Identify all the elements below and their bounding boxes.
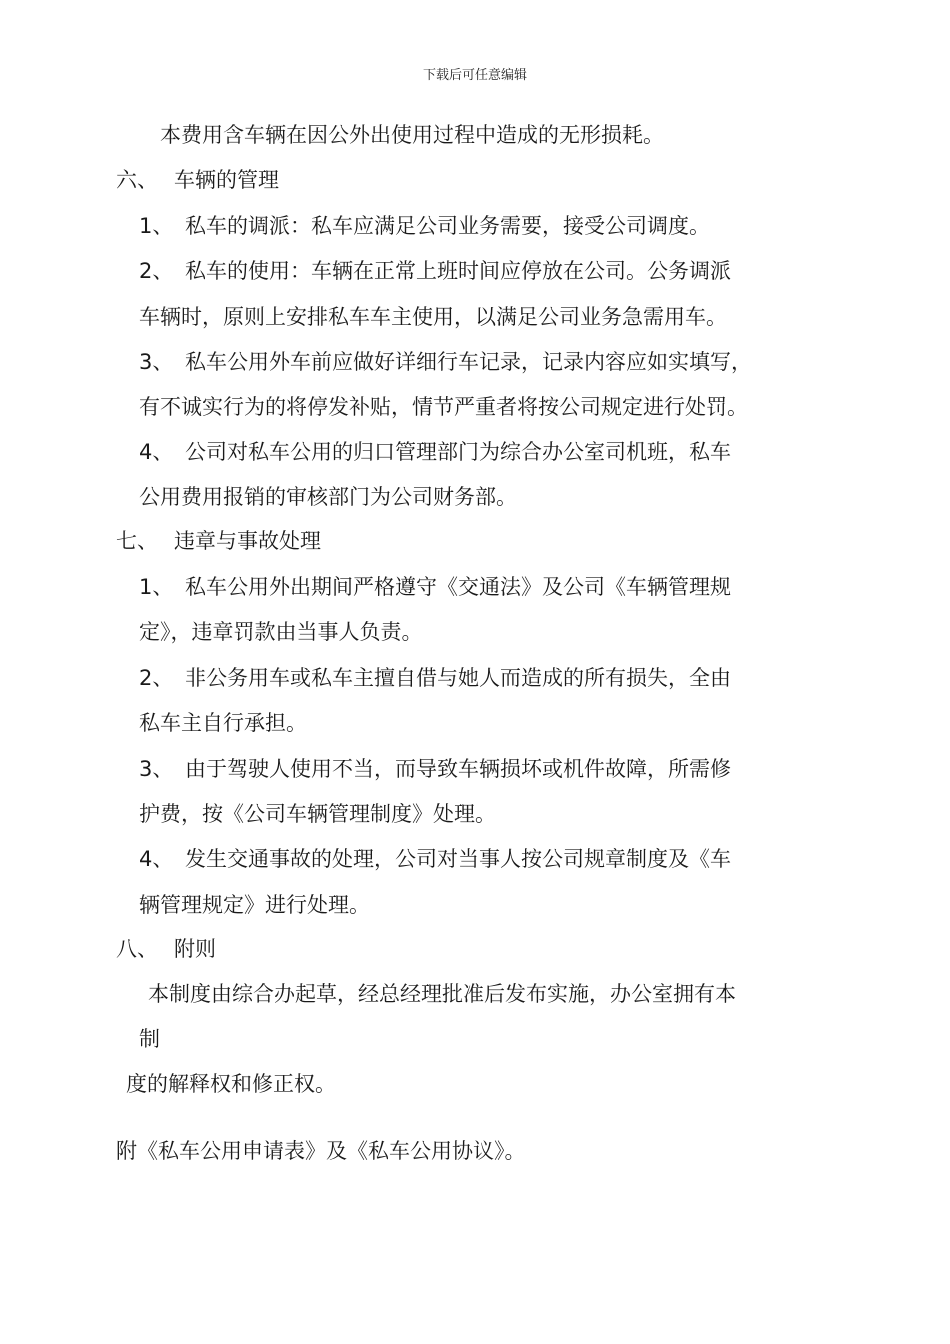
s7-item-2-line-1	[139, 664, 731, 692]
s7-item-4-line-1	[139, 845, 731, 873]
section-6-number: 六、	[116, 168, 158, 192]
section-8-number: 八、	[116, 937, 158, 961]
s6-item-2-number: 2、	[139, 259, 174, 283]
s7-item-1-line-2: 定》，违章罚款由当事人负责。	[139, 620, 423, 644]
section-6-title: 车辆的管理	[174, 168, 279, 192]
page-header: 下载后可任意编辑	[422, 68, 527, 83]
s7-item-1-text: 私车公用外出期间严格遵守《交通法》及公司《车辆管理规	[185, 575, 731, 599]
s6-item-4-text: 公司对私车公用的归口管理部门为综合办公室司机班，私车	[185, 440, 731, 464]
s7-item-4-line-2: 辆管理规定》进行处理。	[139, 893, 370, 917]
s6-item-2-line-2: 车辆时，原则上安排私车车主使用，以满足公司业务急需用车。	[139, 305, 727, 329]
s6-item-4-line-2: 公用费用报销的审核部门为公司财务部。	[139, 485, 517, 509]
section-7-title: 违章与事故处理	[174, 529, 321, 553]
s7-item-4-number: 4、	[139, 847, 174, 871]
section-6-heading	[116, 166, 279, 194]
s6-item-1-text: 私车的调派：私车应满足公司业务需要，接受公司调度。	[185, 214, 710, 238]
s7-item-2-line-2: 私车主自行承担。	[139, 711, 307, 735]
s8-line-1: 本制度由综合办起草，经总经理批准后发布实施，办公室拥有本	[148, 982, 736, 1006]
section-8-title: 附则	[174, 937, 216, 961]
s7-item-1-line-1	[139, 573, 731, 601]
s6-item-4-number: 4、	[139, 440, 174, 464]
s7-item-2-text: 非公务用车或私车主擅自借与她人而造成的所有损失，全由	[185, 666, 731, 690]
s6-item-3-line-2: 有不诚实行为的将停发补贴，情节严重者将按公司规定进行处罚。	[139, 395, 748, 419]
s7-item-1-number: 1、	[139, 575, 174, 599]
s6-item-2-line-1	[139, 257, 731, 285]
s6-item-3-number: 3、	[139, 350, 174, 374]
s7-item-3-text: 由于驾驶人使用不当，而导致车辆损坏或机件故障，所需修	[185, 757, 731, 781]
attachment-line: 附《私车公用申请表》及《私车公用协议》。	[116, 1139, 526, 1163]
s6-item-1-number: 1、	[139, 214, 174, 238]
section-7-heading	[116, 527, 321, 555]
section-7-number: 七、	[116, 529, 158, 553]
s6-item-3-text: 私车公用外车前应做好详细行车记录，记录内容应如实填写，	[185, 350, 752, 374]
s8-line-2: 制	[139, 1027, 160, 1051]
s7-item-3-line-1	[139, 755, 731, 783]
s6-item-3-line-1	[139, 348, 752, 376]
s6-item-1-line-1	[139, 212, 710, 240]
s7-item-4-text: 发生交通事故的处理，公司对当事人按公司规章制度及《车	[185, 847, 731, 871]
intro-line: 本费用含车辆在因公外出使用过程中造成的无形损耗。	[160, 123, 664, 147]
s6-item-4-line-1	[139, 438, 731, 466]
s7-item-3-line-2: 护费，按《公司车辆管理制度》处理。	[139, 802, 496, 826]
s7-item-3-number: 3、	[139, 757, 174, 781]
section-8-heading	[116, 935, 216, 963]
s8-line-3: 度的解释权和修正权。	[126, 1072, 336, 1096]
s7-item-2-number: 2、	[139, 666, 174, 690]
s6-item-2-text: 私车的使用：车辆在正常上班时间应停放在公司。公务调派	[185, 259, 731, 283]
